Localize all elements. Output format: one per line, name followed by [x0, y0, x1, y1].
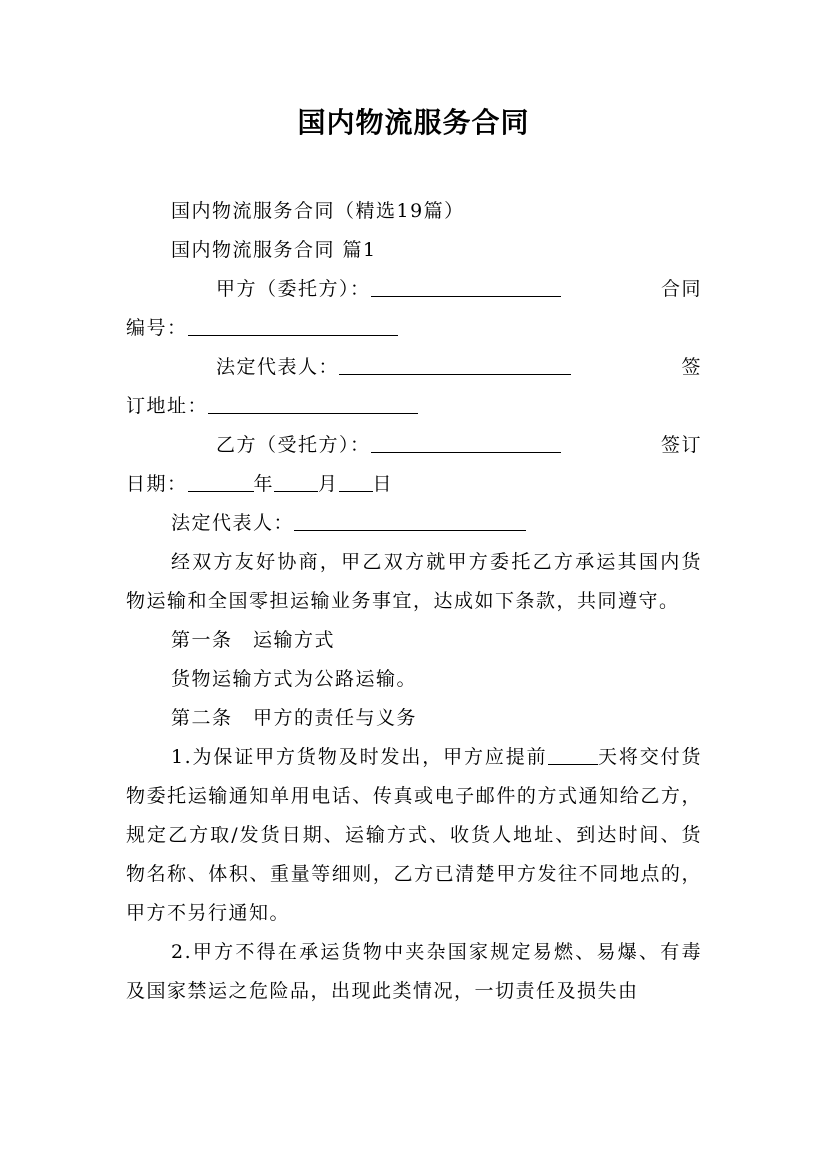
- month-char: 月: [318, 473, 339, 495]
- article1-heading: 第一条 运输方式: [171, 629, 336, 651]
- article2-heading: 第二条 甲方的责任与义务: [171, 707, 418, 729]
- party-a-line: [126, 270, 702, 309]
- year-blank: [188, 473, 254, 492]
- sign-date-label-b: 日期：: [126, 473, 188, 495]
- contract-no-label-a: 合同: [660, 278, 702, 300]
- month-blank: [274, 473, 318, 492]
- contract-no-line: [126, 309, 702, 348]
- day-char: 日: [372, 473, 394, 495]
- contract-no-blank: [188, 317, 398, 336]
- clause-1-part2: 天将交付货物委托运输通知单用电话、传真或电子邮件的方式通知给乙方，规定乙方取/发货日期、运输方式、收货人地址、到达时间、货物名称、体积、重量等细则，乙方已清楚甲方发往不同地点的，甲方不另行通知。: [126, 746, 702, 924]
- party-b-line: [126, 426, 702, 465]
- sign-addr-line: [126, 387, 702, 426]
- sign-date-line: [126, 465, 702, 504]
- clause-2: 2.甲方不得在承运货物中夹杂国家规定易燃、易爆、有毒及国家禁运之危险品，出现此类情况，一切责任及损失由: [126, 941, 702, 1002]
- legal-rep-line-1: [126, 348, 702, 387]
- days-blank: [548, 746, 598, 765]
- legal-rep-blank-1: [339, 356, 571, 375]
- chapter-line: 国内物流服务合同 篇1: [171, 239, 377, 261]
- party-b-field: [171, 426, 561, 465]
- party-b-blank: [371, 434, 561, 453]
- sign-addr-label-b: 订地址：: [126, 395, 209, 417]
- legal-rep-field-1: [171, 348, 571, 387]
- legal-rep-line-2: [126, 504, 702, 543]
- sign-date-label-a: 签订: [660, 434, 702, 456]
- legal-rep-blank-2: [294, 512, 526, 531]
- party-a-field: [171, 270, 561, 309]
- sign-addr-blank: [208, 395, 418, 414]
- year-char: 年: [253, 473, 275, 495]
- contract-no-label-b: 编号：: [126, 317, 188, 339]
- document-body: [126, 192, 702, 1011]
- party-a-blank: [371, 278, 561, 297]
- document-title: 国内物流服务合同: [297, 106, 530, 139]
- subtitle-line: 国内物流服务合同（精选19篇）: [171, 200, 465, 222]
- sign-addr-label-a: 签: [681, 356, 702, 378]
- party-a-label: 甲方（委托方）：: [216, 278, 371, 300]
- article1-text: 货物运输方式为公路运输。: [171, 668, 418, 690]
- legal-rep-label-1: 法定代表人：: [216, 356, 340, 378]
- day-blank: [339, 473, 373, 492]
- legal-rep-label-2: 法定代表人：: [171, 512, 295, 534]
- party-b-label: 乙方（受托方）：: [216, 434, 371, 456]
- intro-paragraph: 经双方友好协商，甲乙双方就甲方委托乙方承运其国内货物运输和全国零担运输业务事宜，达成如下条款，共同遵守。: [126, 551, 702, 612]
- clause-1-part1: 1.为保证甲方货物及时发出，甲方应提前: [171, 746, 548, 768]
- clause-1: [126, 738, 702, 933]
